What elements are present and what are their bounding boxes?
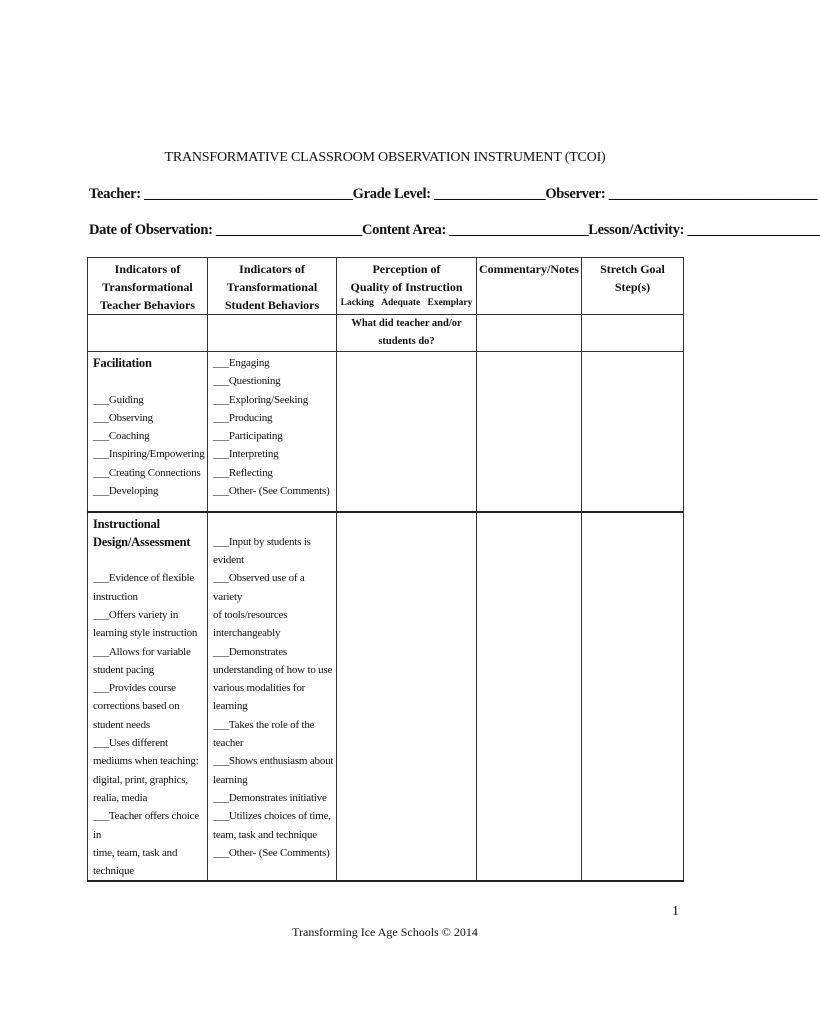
list-item: ___Provides course [93, 682, 176, 695]
header-commentary: Commentary/Notes [477, 258, 582, 315]
list-item: ___Input by students is [213, 535, 311, 548]
design-teacher-cell [88, 512, 208, 882]
list-item: ___Offers variety in [93, 608, 178, 621]
header-student-behaviors: Indicators of Transformational Student Behaviors [208, 258, 337, 315]
list-item: realia, media [93, 791, 148, 804]
header-teacher-behaviors: Indicators of Transformational Teacher Behaviors [88, 258, 208, 315]
list-item: learning [213, 773, 248, 786]
list-item: ___Producing [213, 411, 273, 424]
header-stretch-goal: Stretch Goal Step(s) [582, 258, 684, 315]
list-item: teacher [213, 737, 244, 750]
list-item: ___Exploring/Seeking [213, 393, 308, 406]
blank-cell[interactable] [477, 315, 582, 352]
quality-scale [337, 296, 476, 310]
list-item: time, team, task and [93, 846, 178, 859]
list-item: digital, print, graphics, [93, 773, 188, 786]
list-item: ___Other- (See Comments) [213, 485, 330, 498]
list-item: ___Guiding [93, 393, 144, 406]
question-cell: What did teacher and/or students do? [337, 315, 477, 352]
blank-cell[interactable] [208, 315, 337, 352]
list-item: ___Coaching [93, 430, 150, 443]
list-item: instruction [93, 590, 138, 603]
list-item: ___Reflecting [213, 466, 273, 479]
facilitation-quality-cell[interactable] [337, 352, 477, 512]
list-item: ___Uses different [93, 737, 168, 750]
list-item: team, task and technique [213, 828, 317, 841]
header-row [88, 258, 684, 315]
list-item: ___Questioning [213, 375, 281, 388]
blank-cell[interactable] [88, 315, 208, 352]
list-item: of tools/resources [213, 608, 288, 621]
list-item: technique [93, 865, 134, 878]
list-item: ___Allows for variable [93, 645, 191, 658]
facilitation-row [88, 352, 684, 512]
scale-exemplary: Exemplary [427, 298, 473, 308]
header-quality-of-instruction: Perception of Quality of Instruction Lacking Adequate Exemplary [337, 258, 477, 315]
list-item: ___Evidence of flexible [93, 572, 195, 585]
footer-copyright: Transforming Ice Age Schools © 2014 [292, 925, 478, 939]
list-item: ___Inspiring/Empowering [93, 448, 205, 461]
list-item: ___Takes the role of the [213, 718, 315, 731]
list-item: ___Observed use of a variety [213, 572, 305, 603]
teacher-grade-observer-line: Teacher: ______________________________Grade Level: ________________Observer: ______________________________ [89, 186, 818, 202]
blank-cell[interactable] [582, 315, 684, 352]
list-item: ___Creating Connections [93, 466, 201, 479]
facilitation-commentary-cell[interactable] [477, 352, 582, 512]
question-row [88, 315, 684, 352]
section-heading: Design/Assessment [93, 534, 191, 549]
scale-adequate: Adequate [381, 298, 421, 308]
list-item: ___Teacher offers choice in [93, 810, 200, 841]
observation-table [87, 257, 684, 882]
facilitation-stretch-cell[interactable] [582, 352, 684, 512]
facilitation-teacher-cell [88, 352, 208, 512]
scale-lacking: Lacking [340, 298, 374, 308]
list-item: mediums when teaching: [93, 755, 199, 768]
list-item: ___Demonstrates [213, 645, 287, 658]
list-item: ___Participating [213, 430, 283, 443]
list-item: student pacing [93, 663, 155, 676]
page-number: 1 [672, 904, 679, 919]
list-item: ___Shows enthusiasm about [213, 755, 334, 768]
list-item: ___Other- (See Comments) [213, 846, 330, 859]
document-title: TRANSFORMATIVE CLASSROOM OBSERVATION INSTRUMENT (TCOI) [164, 150, 606, 165]
list-item: ___Interpreting [213, 448, 279, 461]
list-item: evident [213, 554, 244, 567]
design-student-cell [208, 512, 337, 882]
list-item: student needs [93, 718, 150, 731]
design-stretch-cell[interactable] [582, 512, 684, 882]
list-item: interchangeably [213, 627, 281, 640]
list-item: various modalities for [213, 682, 306, 695]
list-item: ___Observing [93, 411, 153, 424]
section-heading: Instructional [93, 516, 160, 531]
facilitation-student-cell [208, 352, 337, 512]
design-assessment-row [88, 512, 684, 882]
list-item: ___Demonstrates initiative [213, 791, 327, 804]
list-item: learning style instruction [93, 627, 198, 640]
design-quality-cell[interactable] [337, 512, 477, 882]
list-item: ___Developing [93, 485, 159, 498]
section-heading: Facilitation [93, 356, 152, 370]
design-commentary-cell[interactable] [477, 512, 582, 882]
list-item: corrections based on [93, 700, 180, 713]
date-content-lesson-line: Date of Observation: _____________________Content Area: ____________________Lesson/Activity: ___________________ [89, 222, 820, 238]
list-item: learning [213, 700, 248, 713]
list-item: ___Engaging [213, 357, 270, 369]
list-item: understanding of how to use [213, 663, 333, 676]
list-item: ___Utilizes choices of time, [213, 810, 331, 823]
